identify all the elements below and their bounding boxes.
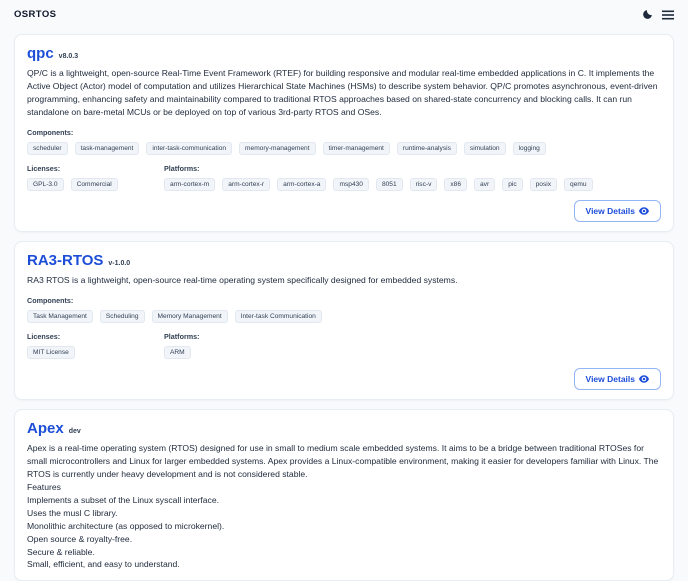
tag[interactable]: task-management	[75, 142, 140, 155]
card-title[interactable]: RA3-RTOS	[27, 252, 104, 270]
tag[interactable]: inter-task-communication	[146, 142, 232, 155]
platforms-tags	[164, 346, 661, 359]
licenses-tags	[27, 346, 164, 359]
logo[interactable]: OSRTOS	[14, 9, 57, 20]
tag[interactable]: qemu	[564, 178, 593, 191]
card-actions	[27, 200, 661, 222]
rtos-card	[14, 409, 674, 581]
tag[interactable]: ARM	[164, 346, 191, 359]
tag[interactable]: arm-cortex-r	[222, 178, 270, 191]
licenses-section	[27, 155, 164, 191]
components-section	[27, 287, 661, 323]
tag[interactable]: msp430	[333, 178, 368, 191]
description-line: Apex is a real-time operating system (RTOS) designed for use in small to medium scale embedded systems. It aims to be a bridge between traditional RTOSes for small microcontrollers and Linux for larger embedded systems. Apex provides a Linux-compatible environment, making it easier for developers familiar with Linux. The RTOS is currently under heavy development and is not considered stable.	[27, 443, 659, 480]
tag[interactable]: arm-cortex-a	[277, 178, 326, 191]
eye-icon	[639, 207, 649, 215]
tag[interactable]: arm-cortex-m	[164, 178, 215, 191]
tag[interactable]: Inter-task Communication	[235, 310, 322, 323]
description-line: Small, efficient, and easy to understand.	[27, 559, 180, 570]
card-description	[27, 442, 661, 571]
meta-row	[27, 155, 661, 191]
card-title[interactable]: Apex	[27, 420, 64, 438]
top-bar	[0, 0, 688, 26]
components-section	[27, 119, 661, 155]
tag[interactable]: timer-management	[323, 142, 390, 155]
rtos-card	[14, 34, 674, 232]
card-version: v-1.0.0	[108, 260, 131, 268]
hamburger-icon	[662, 10, 674, 20]
components-tags	[27, 142, 661, 155]
platforms-section	[164, 323, 661, 359]
tag[interactable]: memory-management	[239, 142, 316, 155]
card-title-row	[27, 45, 661, 63]
licenses-label: Licenses:	[27, 332, 61, 342]
card-description	[27, 67, 661, 119]
tag[interactable]: Task Management	[27, 310, 93, 323]
card-description	[27, 274, 661, 287]
tag[interactable]: simulation	[464, 142, 506, 155]
tag[interactable]: Commercial	[71, 178, 118, 191]
tag[interactable]: avr	[474, 178, 495, 191]
card-list	[0, 26, 688, 581]
rtos-card	[14, 241, 674, 400]
card-version: v8.0.3	[58, 53, 79, 60]
tag[interactable]: risc-v	[410, 178, 438, 191]
card-title-row	[27, 420, 661, 438]
card-title-row	[27, 252, 661, 270]
tag[interactable]: posix	[530, 178, 557, 191]
eye-icon	[639, 375, 649, 383]
view-details-button[interactable]	[574, 368, 661, 390]
tag[interactable]: 8051	[376, 178, 403, 191]
menu-button[interactable]	[662, 10, 674, 20]
tag[interactable]: x86	[444, 178, 467, 191]
platforms-label: Platforms:	[164, 332, 200, 342]
licenses-section	[27, 323, 164, 359]
components-label: Components:	[27, 295, 74, 305]
tag[interactable]: runtime-analysis	[397, 142, 457, 155]
components-label: Components:	[27, 127, 74, 137]
licenses-label: Licenses:	[27, 163, 61, 173]
components-tags	[27, 310, 661, 323]
description-line: Features	[27, 482, 61, 493]
description-line: RA3 RTOS is a lightweight, open-source real-time operating system specifically designed for embedded systems.	[27, 275, 458, 286]
tag[interactable]: pic	[502, 178, 522, 191]
tag[interactable]: GPL-3.0	[27, 178, 64, 191]
moon-icon	[642, 9, 653, 20]
tag[interactable]: logging	[513, 142, 546, 155]
description-line: Uses the musl C library.	[27, 507, 118, 518]
description-line: Secure & reliable.	[27, 546, 95, 557]
view-details-label: View Details	[585, 206, 635, 217]
tag[interactable]: MIT License	[27, 346, 75, 359]
header-actions	[642, 9, 674, 20]
card-actions	[27, 368, 661, 390]
description-line: Open source & royalty-free.	[27, 533, 133, 544]
view-details-label: View Details	[585, 374, 635, 385]
platforms-tags	[164, 178, 661, 191]
description-line: Monolithic architecture (as opposed to microkernel).	[27, 520, 225, 531]
tag[interactable]: Memory Management	[152, 310, 228, 323]
card-title[interactable]: qpc	[27, 45, 54, 62]
platforms-section	[164, 155, 661, 191]
meta-row	[27, 323, 661, 359]
platforms-label: Platforms:	[164, 163, 200, 173]
tag[interactable]: scheduler	[27, 142, 68, 155]
tag[interactable]: Scheduling	[100, 310, 145, 323]
card-version: dev	[68, 428, 81, 436]
licenses-tags	[27, 178, 164, 191]
description-line: Implements a subset of the Linux syscall interface.	[27, 495, 220, 506]
view-details-button[interactable]	[574, 200, 661, 222]
theme-toggle-button[interactable]	[642, 9, 653, 20]
description-line: QP/C is a lightweight, open-source Real-Time Event Framework (RTEF) for building responsive and modular real-time embedded applications in C. It implements the Active Object (Actor) model of computation and utilizes Hierarchical State Machines (HSMs) to describe system behavior. QP/C promotes asynchronous, event-driven programming, enhancing safety and maintainability compared to traditional RTOS approaches based on shared-state concurrency and blocking calls. It can run standalone on bare-metal MCUs or be deployed on top of various 3rd-party RTOS and OSes.	[27, 68, 658, 117]
